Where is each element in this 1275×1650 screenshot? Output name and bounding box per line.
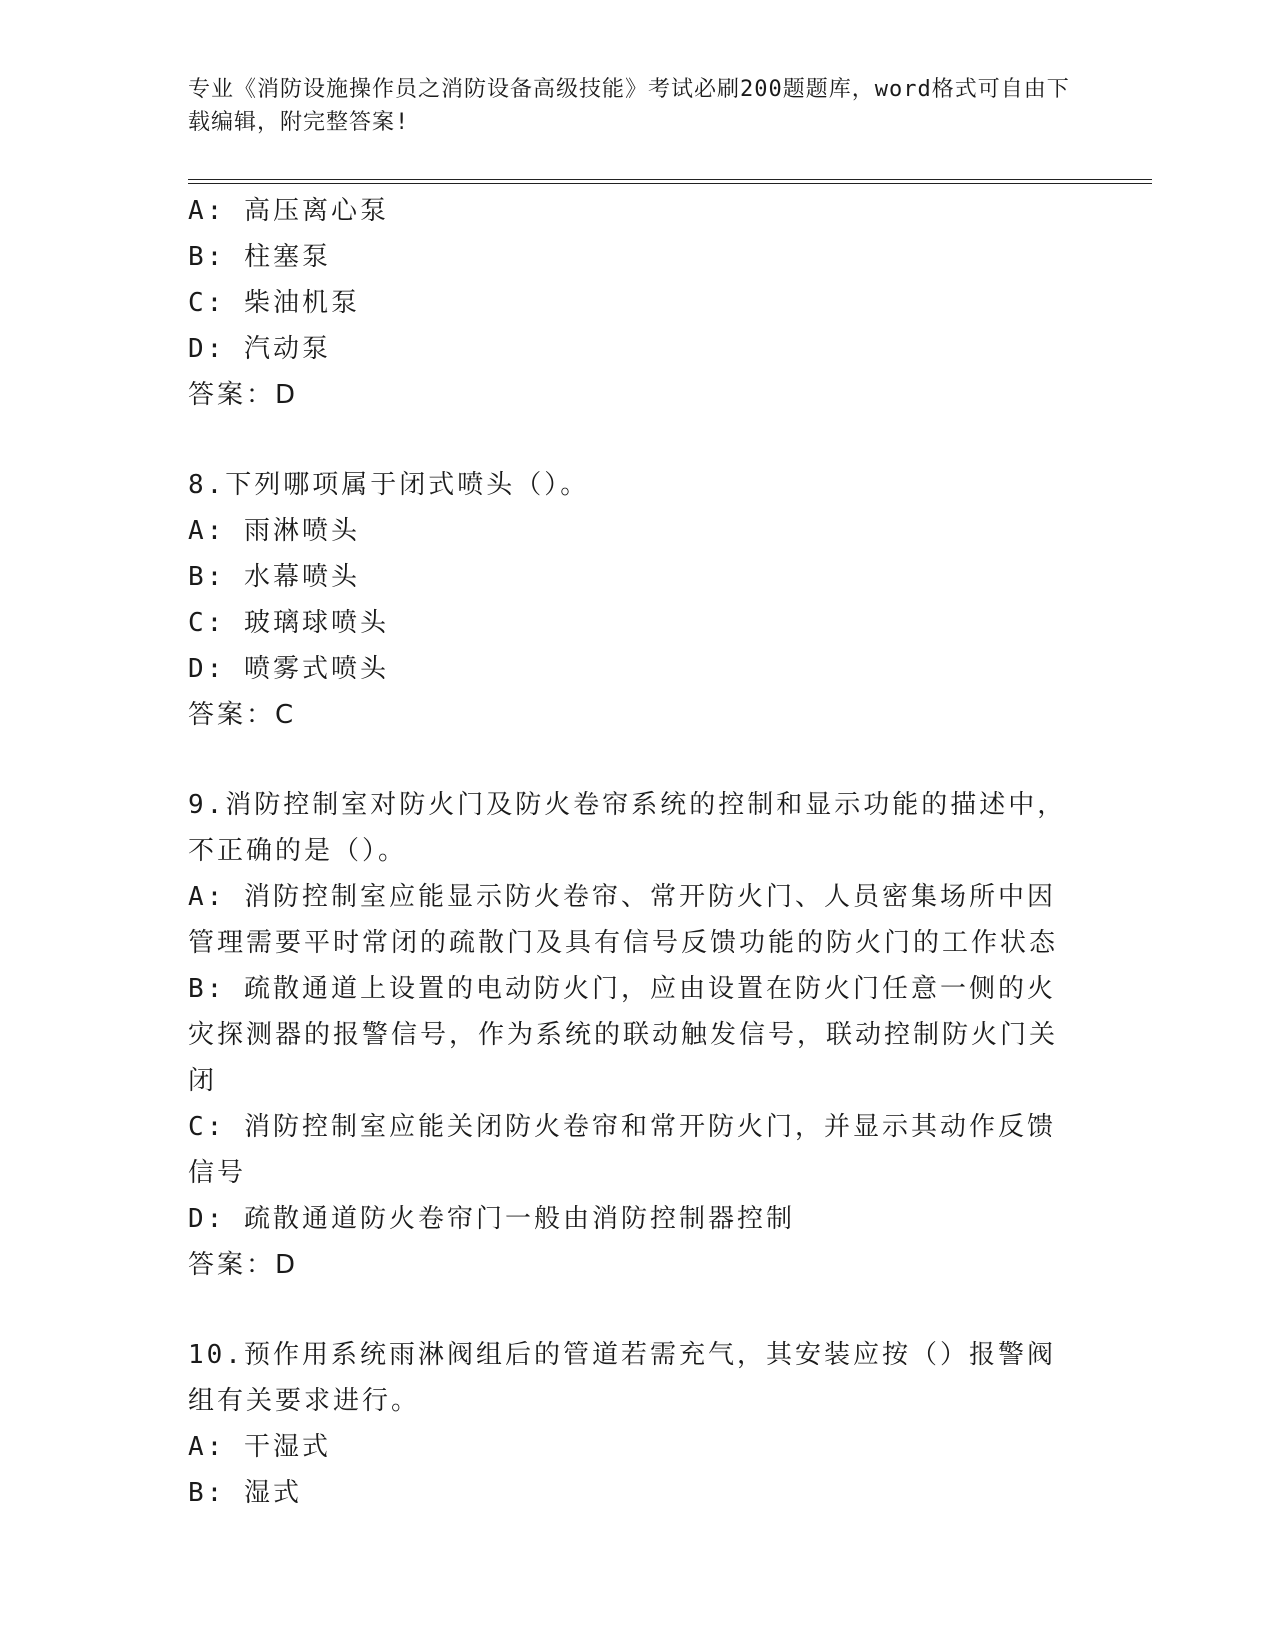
option-a: A: 高压离心泵 bbox=[188, 196, 389, 226]
question-8 bbox=[188, 462, 1078, 738]
question-text: 10.预作用系统雨淋阀组后的管道若需充气，其安装应按（）报警阀组有关要求进行。 bbox=[188, 1340, 1056, 1416]
header-divider bbox=[188, 179, 1152, 184]
option-b: B: 柱塞泵 bbox=[188, 242, 331, 272]
answer: 答案：C bbox=[188, 700, 297, 730]
question-text: 9.消防控制室对防火门及防火卷帘系统的控制和显示功能的描述中，不正确的是（）。 bbox=[188, 790, 1067, 866]
option-c: C: 玻璃球喷头 bbox=[188, 608, 389, 638]
question-content bbox=[188, 188, 1078, 1516]
option-a: A: 雨淋喷头 bbox=[188, 516, 360, 546]
option-d: D: 疏散通道防火卷帘门一般由消防控制器控制 bbox=[188, 1204, 795, 1234]
option-b: B: 湿式 bbox=[188, 1478, 302, 1508]
header-text: 专业《消防设施操作员之消防设备高级技能》考试必刷200题题库，word格式可自由下载编辑，附完整答案! bbox=[188, 77, 1070, 135]
option-b: B: 疏散通道上设置的电动防火门，应由设置在防火门任意一侧的火灾探测器的报警信号，作为系统的联动触发信号，联动控制防火门关闭 bbox=[188, 974, 1059, 1096]
question-7 bbox=[188, 188, 1078, 418]
option-a: A: 消防控制室应能显示防火卷帘、常开防火门、人员密集场所中因管理需要平时常闭的疏散门及具有信号反馈功能的防火门的工作状态 bbox=[188, 882, 1059, 958]
option-c: C: 消防控制室应能关闭防火卷帘和常开防火门，并显示其动作反馈信号 bbox=[188, 1112, 1056, 1188]
option-c: C: 柴油机泵 bbox=[188, 288, 360, 318]
document-header bbox=[188, 73, 1078, 139]
option-a: A: 干湿式 bbox=[188, 1432, 331, 1462]
option-d: D: 喷雾式喷头 bbox=[188, 654, 389, 684]
question-9 bbox=[188, 782, 1078, 1288]
answer: 答案：D bbox=[188, 380, 299, 410]
answer: 答案：D bbox=[188, 1250, 299, 1280]
option-b: B: 水幕喷头 bbox=[188, 562, 360, 592]
option-d: D: 汽动泵 bbox=[188, 334, 331, 364]
question-text: 8.下列哪项属于闭式喷头（）。 bbox=[188, 470, 590, 500]
question-10 bbox=[188, 1332, 1078, 1516]
